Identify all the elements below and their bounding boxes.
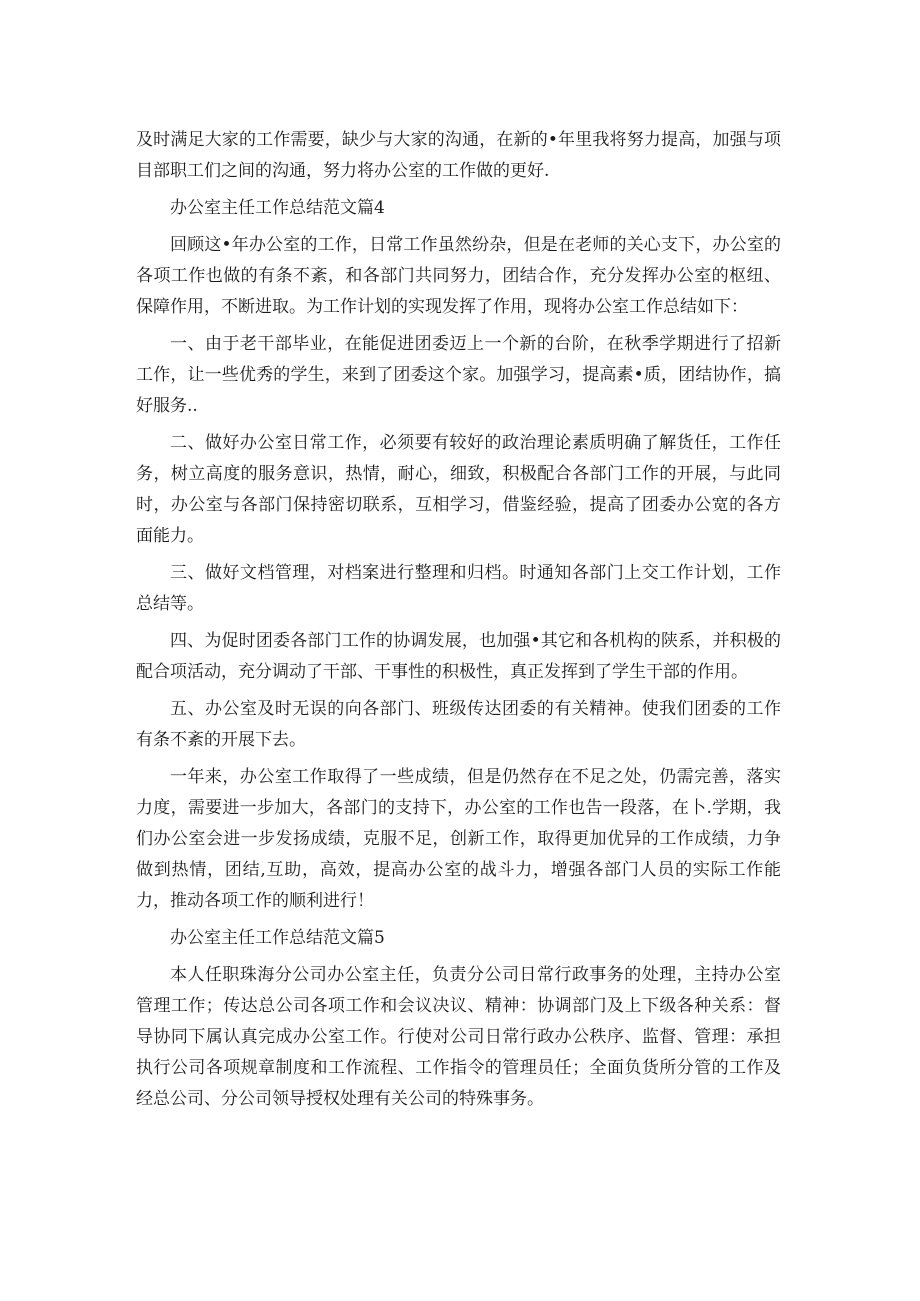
paragraph: 三、做好文档管理，对档案进行整理和归档。时通知各部门上交工作计划，工作总结等。: [136, 563, 781, 614]
paragraph-continuation: 及时满足大家的工作需要，缺少与大家的沟通，在新的•年里我将努力提高，加强与项目部职工们之间的沟通，努力将办公室的工作做的更好.: [136, 130, 781, 181]
document-body: [136, 125, 781, 1121]
paragraph: 本人任职珠海分公司办公室主任，负责分公司日常行政事务的处理，主持办公室管理工作；传达总公司各项工作和会议决议、精神：协调部门及上下级各种关系：督导协同下属认真完成办公室工作。行使对公司日常行政办公秩序、监督、管理：承担执行公司各项规章制度和工作流程、工作指令的管理员任；全面负货所分管的工作及经总公司、分公司领导授权处理有关公司的特殊事务。: [136, 965, 781, 1109]
paragraph: 四、为促时团委各部门工作的协调发展，也加强•其它和各机构的陕系，并积极的配合项活动，充分调动了干部、干事性的积极性，真正发挥到了学生干部的作用。: [136, 631, 781, 682]
section-heading-5: 办公室主任工作总结范文篇5: [170, 928, 385, 948]
section-heading-4: 办公室主任工作总结范文篇4: [170, 198, 385, 218]
paragraph: 二、做好办公室日常工作，必须要有较好的政治理论素质明确了解货任，工作任务，树立高度的服务意识，热情，耐心，细致，积极配合各部门工作的开展，与此同时，办公室与各部门保持密切联系，互相学习，借鉴经验，提高了团委办公宽的各方面能力。: [136, 433, 781, 546]
paragraph: 回顾这•年办公室的工作，日常工作虽然纷杂，但是在老师的关心支下，办公室的各项工作也做的有条不紊，和各部门共同努力，团结合作，充分发挥办公室的枢纽、保障作用，不断进取。为工作计划的实现发挥了作用，现将办公室工作总结如下：: [136, 235, 781, 317]
paragraph: 一、由于老干部毕业，在能促进团委迈上一个新的台阶，在秋季学期进行了招新工作，让一些优秀的学生，来到了团委这个家。加强学习，提高素•质，团结协作，搞好服务..: [136, 334, 781, 416]
paragraph: 五、办公室及时无误的向各部门、班级传达团委的有关精神。使我们团委的工作有条不紊的开展下去。: [136, 699, 781, 750]
paragraph: 一年来，办公室工作取得了一些成绩，但是仍然存在不足之处，仍需完善，落实力度，需要进一步加大，各部门的支持下，办公室的工作也告一段落，在卜.学期，我们办公室会进一步发扬成绩，克服不足，创新工作，取得更加优异的工作成绩，力争做到热情，团结,互助，高效，提高办公室的战斗力，增强各部门人员的实际工作能力，推动各项工作的顺利进行！: [136, 767, 781, 911]
